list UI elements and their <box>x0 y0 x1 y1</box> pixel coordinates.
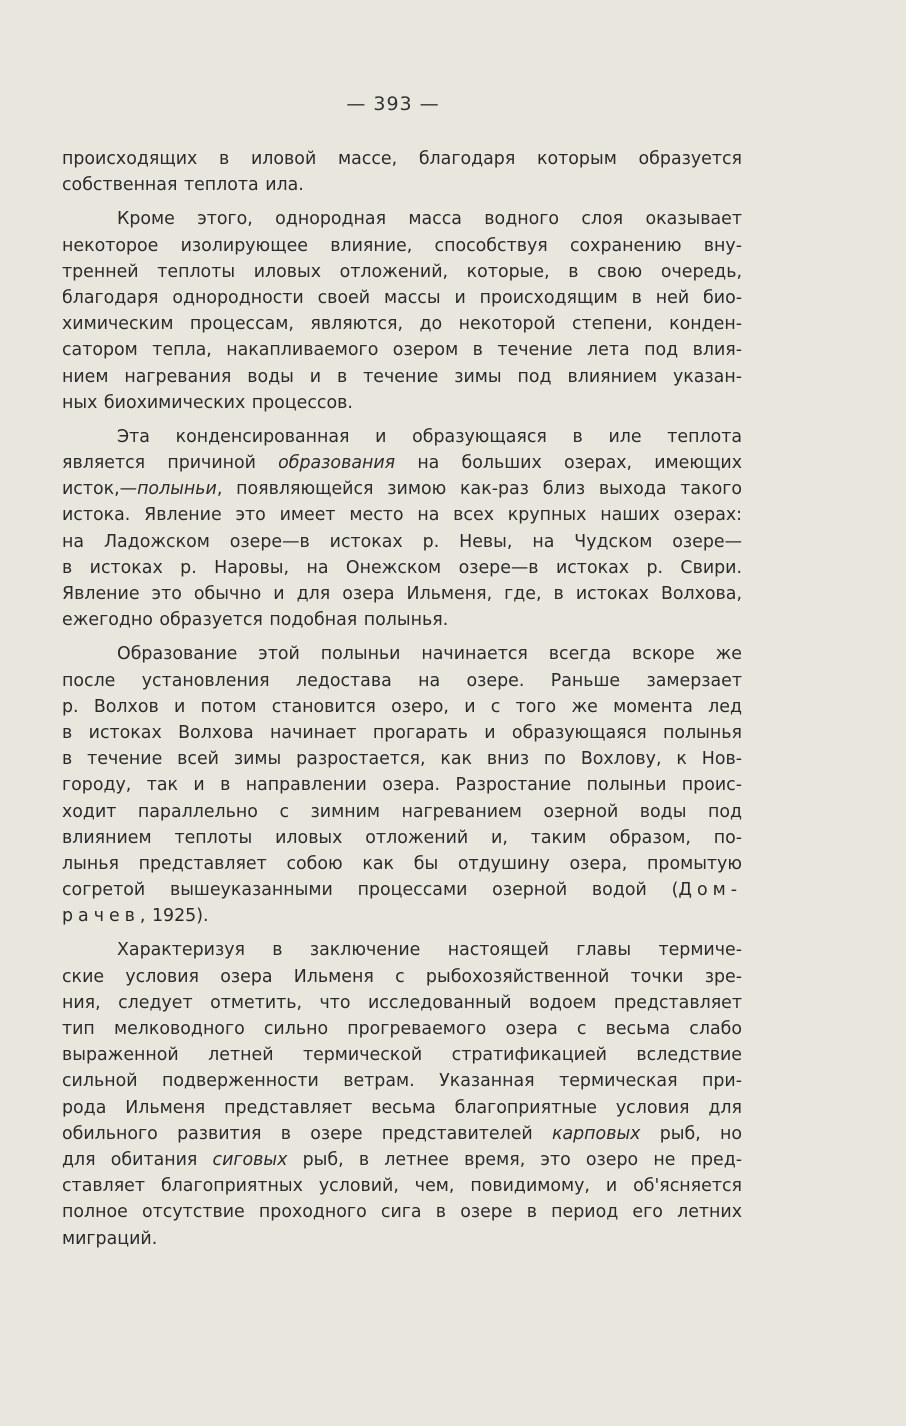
paragraph <box>62 937 742 1251</box>
text-line: собственная теплота ила. <box>62 175 304 196</box>
text-line: тип мелководного сильно прогреваемого озера с весьма слабо <box>62 1019 742 1039</box>
text-line: благодаря однородности своей массы и происходящим в ней био- <box>62 287 742 308</box>
text-line: в течение всей зимы разростается, как вниз по Вохлову, к Нов- <box>62 749 742 770</box>
text-line: химическим процессам, являются, до некоторой степени, конден- <box>62 314 742 335</box>
text-line: Образование этой полыньи начинается всегда вскоре же <box>117 644 742 665</box>
text-line: происходящих в иловой массе, благодаря которым образуется <box>62 149 742 169</box>
text-line: на Ладожском озере—в истоках р. Невы, на Чудском озере— <box>62 531 742 552</box>
page-number: — 393 — <box>346 93 440 115</box>
text-line: ежегодно образуется подобная полынья. <box>62 610 449 631</box>
text-line: некоторое изолирующее влияние, способствуя сохранению вну- <box>62 235 742 256</box>
text-line: исток,—полыньи, появляющейся зимою как-раз близ выхода такого <box>62 479 742 500</box>
paragraph <box>62 146 742 198</box>
text-line: городу, так и в направлении озера. Разростание полыньи проис- <box>62 775 742 796</box>
text-line: миграций. <box>62 1228 158 1249</box>
text-line: ские условия озера Ильменя с рыбохозяйственной точки зре- <box>62 966 742 987</box>
text-line: ния, следует отметить, что исследованный водоем представляет <box>62 992 742 1013</box>
text-line: Характеризуя в заключение настоящей главы термиче- <box>117 940 742 961</box>
text-line: ходит параллельно с зимним нагреванием озерной воды под <box>62 801 742 822</box>
text-line: в истоках р. Наровы, на Онежском озере—в истоках р. Свири. <box>62 557 742 578</box>
text-line: после установления ледостава на озере. Раньше замерзает <box>62 670 742 691</box>
paragraph <box>62 641 742 929</box>
text-line: для обитания сиговых рыб, в летнее время, это озеро не пред- <box>62 1149 742 1170</box>
paragraph <box>62 424 742 634</box>
text-line: в истоках Волхова начинает прогарать и образующаяся полынья <box>62 722 742 743</box>
text-line: Кроме этого, однородная масса водного слоя оказывает <box>117 209 742 230</box>
text-line: ных биохимических процессов. <box>62 392 353 413</box>
text-line: Явление это обычно и для озера Ильменя, где, в истоках Волхова, <box>62 584 742 604</box>
text-line: р. Волхов и потом становится озеро, и с того же момента лед <box>62 696 742 717</box>
text-line: истока. Явление это имеет место на всех крупных наших озерах: <box>62 505 742 526</box>
text-line: обильного развития в озере представителей карповых рыб, но <box>62 1123 742 1144</box>
paragraph <box>62 206 742 416</box>
text-line: полное отсутствие проходного сига в озере в период его летних <box>62 1202 742 1223</box>
text-line: тренней теплоты иловых отложений, которые, в свою очередь, <box>62 261 742 282</box>
text-line: рачев, 1925). <box>62 906 209 927</box>
text-line: сильной подверженности ветрам. Указанная термическая при- <box>62 1071 742 1092</box>
text-line: ставляет благоприятных условий, чем, повидимому, и об'ясняется <box>62 1176 742 1197</box>
text-line: нием нагревания воды и в течение зимы под влиянием указан- <box>62 366 742 387</box>
text-line: рода Ильменя представляет весьма благоприятные условия для <box>62 1097 742 1118</box>
text-line: согретой вышеуказанными процессами озерной водой (Дом- <box>62 880 742 901</box>
text-body <box>62 146 742 1252</box>
text-line: лынья представляет собою как бы отдушину озера, промытую <box>62 853 742 874</box>
text-line: выраженной летней термической стратификацией вследствие <box>62 1045 742 1066</box>
text-line: является причиной образования на больших озерах, имеющих <box>62 453 742 474</box>
text-line: влиянием теплоты иловых отложений и, таким образом, по- <box>62 827 742 848</box>
text-line: Эта конденсированная и образующаяся в иле теплота <box>117 426 742 447</box>
text-line: сатором тепла, накапливаемого озером в течение лета под влия- <box>62 340 742 361</box>
